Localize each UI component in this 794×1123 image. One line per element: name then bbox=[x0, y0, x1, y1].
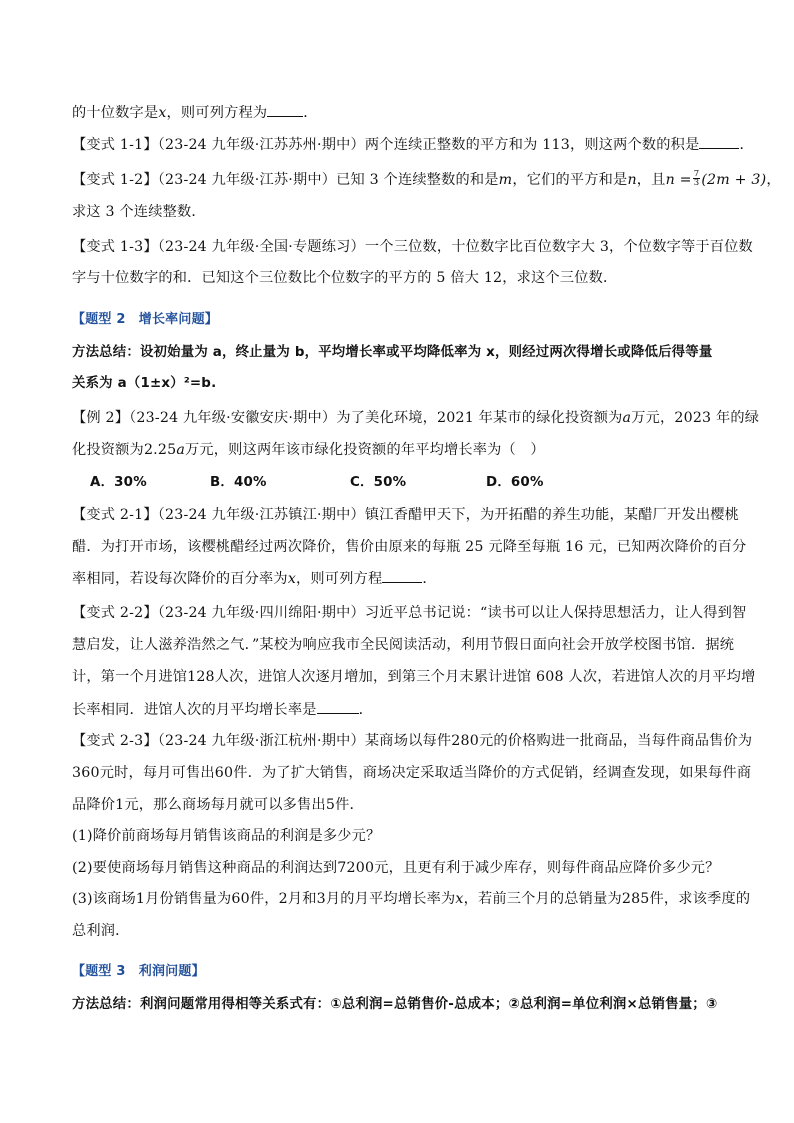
variant-1-2: 【变式 1-2】（23-24 九年级·江苏·期中）已知 3 个连续整数的和是m，它们的平方和是n，且n = $\frac{7}{3}$ (2m + 3)， bbox=[72, 168, 781, 188]
answer-blank bbox=[382, 568, 422, 583]
text-line-6: 字与十位数字的和．已知这个三位数比个位数字的平方的 5 倍大 12，求这个三位数． bbox=[72, 270, 618, 286]
option-d: D．60% bbox=[486, 475, 544, 490]
option-c: C．50% bbox=[350, 475, 407, 490]
variant-1-1: 【变式 1-1】（23-24 九年级·江苏苏州·期中）两个连续正整数的平方和为 113，则这两个数的积是 ． bbox=[72, 134, 732, 155]
method-summary-2-cont: 关系为 a（1±x）²=b. bbox=[72, 376, 217, 391]
answer-blank bbox=[699, 134, 739, 149]
text-line-1: 的十位数字是x，则可列方程为 ． bbox=[72, 102, 732, 123]
fraction-seven-thirds: $\frac{7}{3}$ bbox=[693, 168, 700, 188]
section-heading-2: 【题型 2 增长率问题】 bbox=[72, 312, 218, 327]
variant-2-2: 【变式 2-2】（23-24 九年级·四川绵阳·期中）习近平总书记说：“读书可以让人保持思想活力，让人得到智 bbox=[72, 605, 747, 621]
option-b: B．40% bbox=[210, 475, 267, 490]
text-line-17: 长率相同．进馆人次的月平均增长率是 ． bbox=[72, 699, 732, 720]
method-summary-3: 方法总结：利润问题常用得相等关系式有：①总利润=总销售价-总成本；②总利润=单位利润×总销售量；③ bbox=[72, 997, 718, 1012]
example-2: 【例 2】（23-24 九年级·安徽安庆·期中）为了美化环境，2021 年某市的绿化投资额为a万元，2023 年的绿 bbox=[72, 410, 760, 426]
text-line-15: 慧启发，让人滋养浩然之气．”某校为响应我市全民阅读活动，利用节假日面向社会开放学校图书馆．据统 bbox=[72, 637, 735, 653]
text-line-19: 360元时，每月可售出60件．为了扩大销售，商场决定采取适当降价的方式促销，经调查发现，如果每件商 bbox=[72, 765, 752, 781]
variant-2-1: 【变式 2-1】（23-24 九年级·江苏镇江·期中）镇江香醋甲天下，为开拓醋的养生功能，某醋厂开发出樱桃 bbox=[72, 507, 739, 523]
text-line-20: 品降价1元，那么商场每月就可以多售出5件． bbox=[72, 797, 364, 813]
text-line-12: 醋．为打开市场，该樱桃醋经过两次降价，售价由原来的每瓶 25 元降至每瓶 16 元，已知两次降价的百分 bbox=[72, 539, 747, 555]
answer-blank bbox=[267, 102, 303, 117]
text-line-13: 率相同，若设每次降价的百分率为x，则可列方程 ． bbox=[72, 568, 732, 589]
method-summary-2: 方法总结：设初始量为 a，终止量为 b，平均增长率或平均降低率为 x，则经过两次得增长或降低后得等量 bbox=[72, 345, 713, 360]
option-a: A．30% bbox=[90, 475, 147, 490]
text-line-24: 总利润． bbox=[72, 923, 130, 939]
text-line-16: 计，第一个月进馆128人次，进馆人次逐月增加，到第三个月末累计进馆 608 人次，若进馆人次的月平均增 bbox=[72, 669, 756, 685]
variant-2-3: 【变式 2-3】（23-24 九年级·浙江杭州·期中）某商场以每件280元的价格购进一批商品，当每件商品售价为 bbox=[72, 733, 753, 749]
section-heading-3: 【题型 3 利润问题】 bbox=[72, 964, 205, 979]
sub-question-2: (2)要使商场每月销售这种商品的利润达到7200元，且更有利于减少库存，则每件商品应降价多少元？ bbox=[72, 860, 720, 876]
text-line-4: 求这 3 个连续整数． bbox=[72, 204, 206, 220]
variant-1-3: 【变式 1-3】（23-24 九年级·全国·专题练习）一个三位数，十位数字比百位数字大 3，个位数字等于百位数 bbox=[72, 239, 753, 255]
sub-question-1: (1)降价前商场每月销售该商品的利润是多少元？ bbox=[72, 828, 381, 844]
sub-question-3: (3)该商场1月份销售量为60件，2月和3月的月平均增长率为x，若前三个月的总销量为285件，求该季度的 bbox=[72, 891, 751, 907]
answer-blank bbox=[317, 699, 359, 714]
example-2-cont: 化投资额为2.25a万元，则这两年该市绿化投资额的年平均增长率为（ ） bbox=[72, 442, 545, 458]
